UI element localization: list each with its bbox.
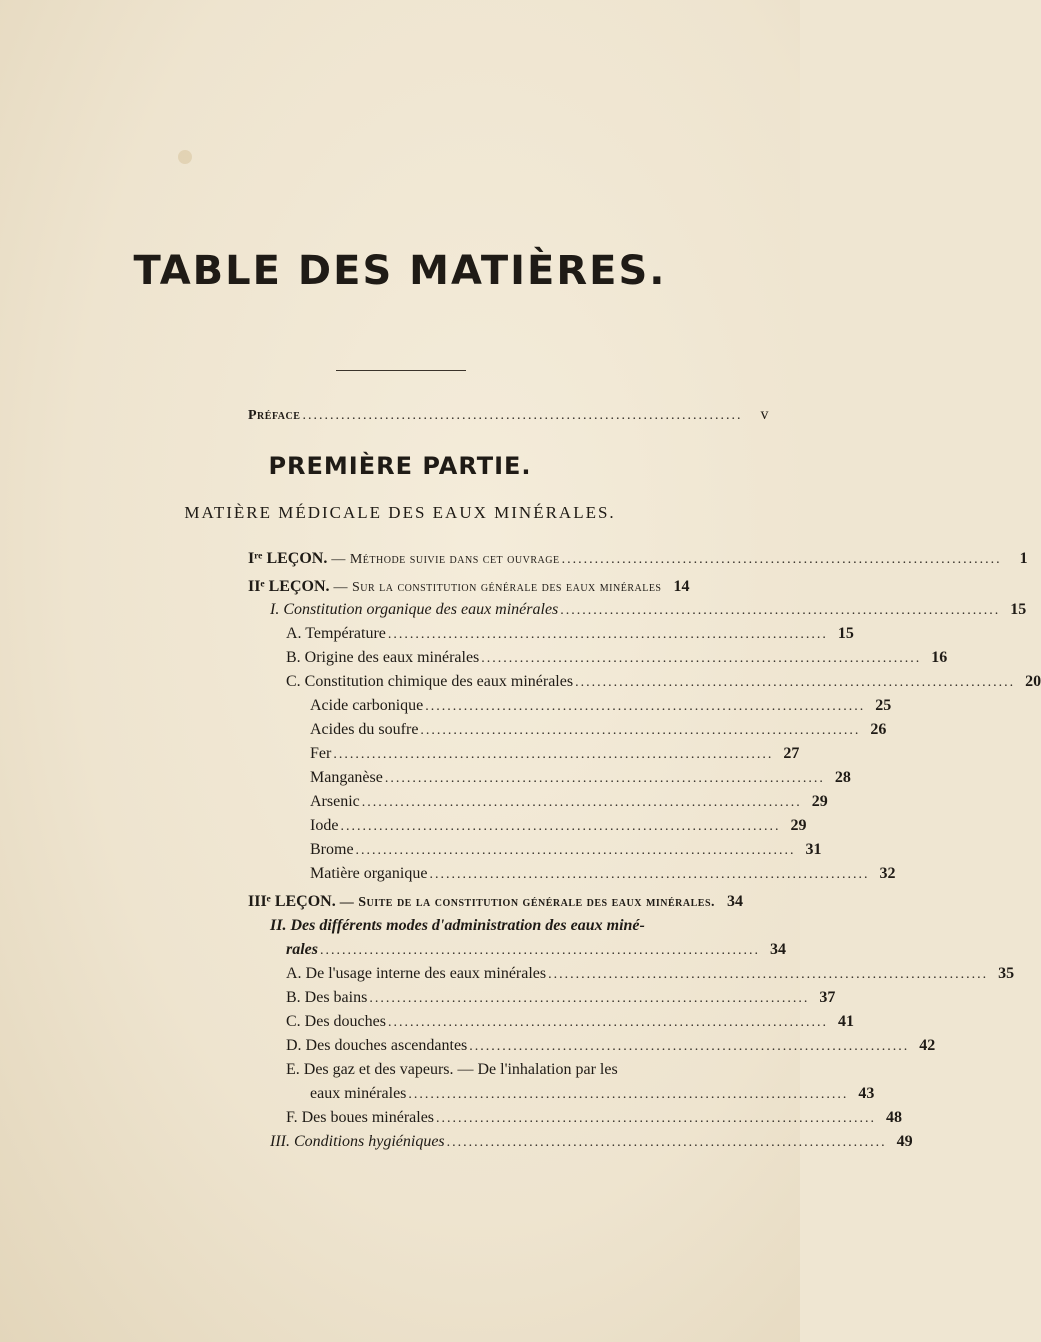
dot-leader: ................................................................................ [340, 819, 781, 834]
toc-label: Préface [248, 408, 301, 423]
dot-leader: ................................................................................ [333, 747, 774, 762]
dot-leader: ................................................................................ [469, 1039, 910, 1054]
toc-entry [286, 939, 786, 961]
lesson-title: — Suite de la constitution générale des eaux minérales. [339, 895, 716, 910]
toc-entry [270, 599, 1027, 621]
toc-entry [310, 815, 807, 837]
dot-leader: ................................................................................ [384, 771, 825, 786]
toc-entry [286, 647, 948, 669]
part-subtitle: MATIÈRE MÉDICALE DES EAUX MINÉRALES. [184, 503, 616, 522]
toc-page: 49 [896, 1133, 913, 1150]
dot-leader: ................................................................................ [387, 1015, 828, 1030]
toc-label: C. Des douches [286, 1013, 386, 1030]
toc-page: 48 [886, 1109, 903, 1126]
toc-page: 15 [1010, 601, 1027, 618]
toc-label: I. Constitution organique des eaux minérales [270, 601, 559, 618]
toc-label: Manganèse [310, 769, 383, 786]
paper-stain [178, 150, 192, 164]
toc-label: Acides du soufre [310, 721, 419, 738]
toc-entry [286, 1107, 903, 1129]
lesson-title: — Méthode suivie dans cet ouvrage [331, 552, 560, 567]
toc-label: B. Des bains [286, 989, 368, 1006]
toc-page: 41 [837, 1013, 854, 1030]
toc-entry [310, 791, 828, 813]
title-divider [336, 370, 466, 371]
toc-entry [310, 719, 887, 741]
toc-entry [310, 863, 896, 885]
dot-leader: ................................................................................ [436, 1111, 877, 1126]
dot-leader: ................................................................................ [387, 627, 828, 642]
dot-leader: ................................................................................ [408, 1087, 849, 1102]
toc-entry [310, 1083, 875, 1105]
dot-leader: ................................................................................ [575, 675, 1016, 690]
toc-entry [310, 839, 822, 861]
toc-lesson-2 [248, 576, 690, 598]
toc-page: 14 [673, 578, 690, 595]
lesson-number: IIIᵉ LEÇON. [248, 893, 336, 910]
dot-leader: ................................................................................ [446, 1135, 887, 1150]
toc-page: 29 [790, 817, 807, 834]
toc-label: A. De l'usage interne des eaux minérales [286, 965, 547, 982]
toc-label: F. Des boues minérales [286, 1109, 435, 1126]
toc-page: 26 [870, 721, 887, 738]
dot-leader: ................................................................................ [425, 699, 866, 714]
dot-leader: ................................................................................ [481, 651, 922, 666]
toc-label: B. Origine des eaux minérales [286, 649, 480, 666]
toc-page: 16 [931, 649, 948, 666]
toc-label: III. Conditions hygiéniques [270, 1133, 445, 1150]
dot-leader: ................................................................................ [548, 967, 989, 982]
toc-label: A. Température [286, 625, 386, 642]
toc-entry [310, 743, 800, 765]
lesson-number: IIᵉ LEÇON. [248, 578, 330, 595]
toc-page: 34 [727, 893, 744, 910]
toc-entry [310, 767, 851, 789]
dot-leader: ................................................................................ [355, 843, 796, 858]
dot-leader: ................................................................................ [429, 867, 870, 882]
dot-leader: ................................................................................ [369, 991, 810, 1006]
toc-label: Brome [310, 841, 354, 858]
toc-entry [270, 1131, 913, 1153]
toc-page: 35 [998, 965, 1015, 982]
toc-page: 29 [811, 793, 828, 810]
dot-leader: ................................................................................ [302, 408, 743, 423]
toc-entry-wrap: II. Des différents modes d'administration des eaux miné- [270, 917, 645, 934]
toc-entry [310, 695, 892, 717]
toc-entry [286, 1035, 936, 1057]
toc-label: Fer [310, 745, 332, 762]
toc-entry [286, 623, 854, 645]
toc-label: eaux minérales [310, 1085, 407, 1102]
toc-lesson-3 [248, 891, 744, 913]
dot-leader: ................................................................................ [420, 723, 861, 738]
toc-label: D. Des douches ascendantes [286, 1037, 468, 1054]
toc-entry [286, 1011, 854, 1033]
toc-page: 27 [783, 745, 800, 762]
dot-leader: ................................................................................ [320, 943, 760, 958]
toc-page: 15 [837, 625, 854, 642]
toc-label: Acide carbonique [310, 697, 424, 714]
dot-leader: ................................................................................ [361, 795, 802, 810]
toc-page: 31 [805, 841, 822, 858]
lesson-number: Iʳᵉ LEÇON. [248, 550, 328, 567]
toc-page: 32 [879, 865, 896, 882]
page-title: TABLE DES MATIÈRES. [133, 248, 667, 294]
toc-entry-wrap: E. Des gaz et des vapeurs. — De l'inhalation par les [286, 1061, 618, 1078]
lesson-title: — Sur la constitution générale des eaux minérales [333, 580, 662, 595]
toc-entry-preface [248, 404, 769, 426]
toc-page: v [760, 406, 769, 423]
toc-lesson-1 [248, 548, 1028, 570]
toc-page: 20 [1025, 673, 1041, 690]
dot-leader: ................................................................................ [560, 603, 1001, 618]
toc-entry [286, 987, 836, 1009]
toc-label: Arsenic [310, 793, 360, 810]
part-heading: PREMIÈRE PARTIE. [268, 452, 532, 480]
toc-entry [286, 671, 1041, 693]
toc-label: C. Constitution chimique des eaux minérales [286, 673, 574, 690]
toc-entry [286, 963, 1015, 985]
toc-page: 34 [770, 941, 786, 958]
dot-leader: ................................................................................ [561, 552, 1002, 567]
toc-label: Iode [310, 817, 339, 834]
toc-page: 42 [919, 1037, 936, 1054]
toc-label: rales [286, 941, 318, 958]
toc-page: 37 [819, 989, 836, 1006]
toc-page: 25 [875, 697, 892, 714]
toc-page: 43 [858, 1085, 875, 1102]
toc-page: 28 [834, 769, 851, 786]
toc-label: Matière organique [310, 865, 428, 882]
toc-page: 1 [1019, 550, 1028, 567]
